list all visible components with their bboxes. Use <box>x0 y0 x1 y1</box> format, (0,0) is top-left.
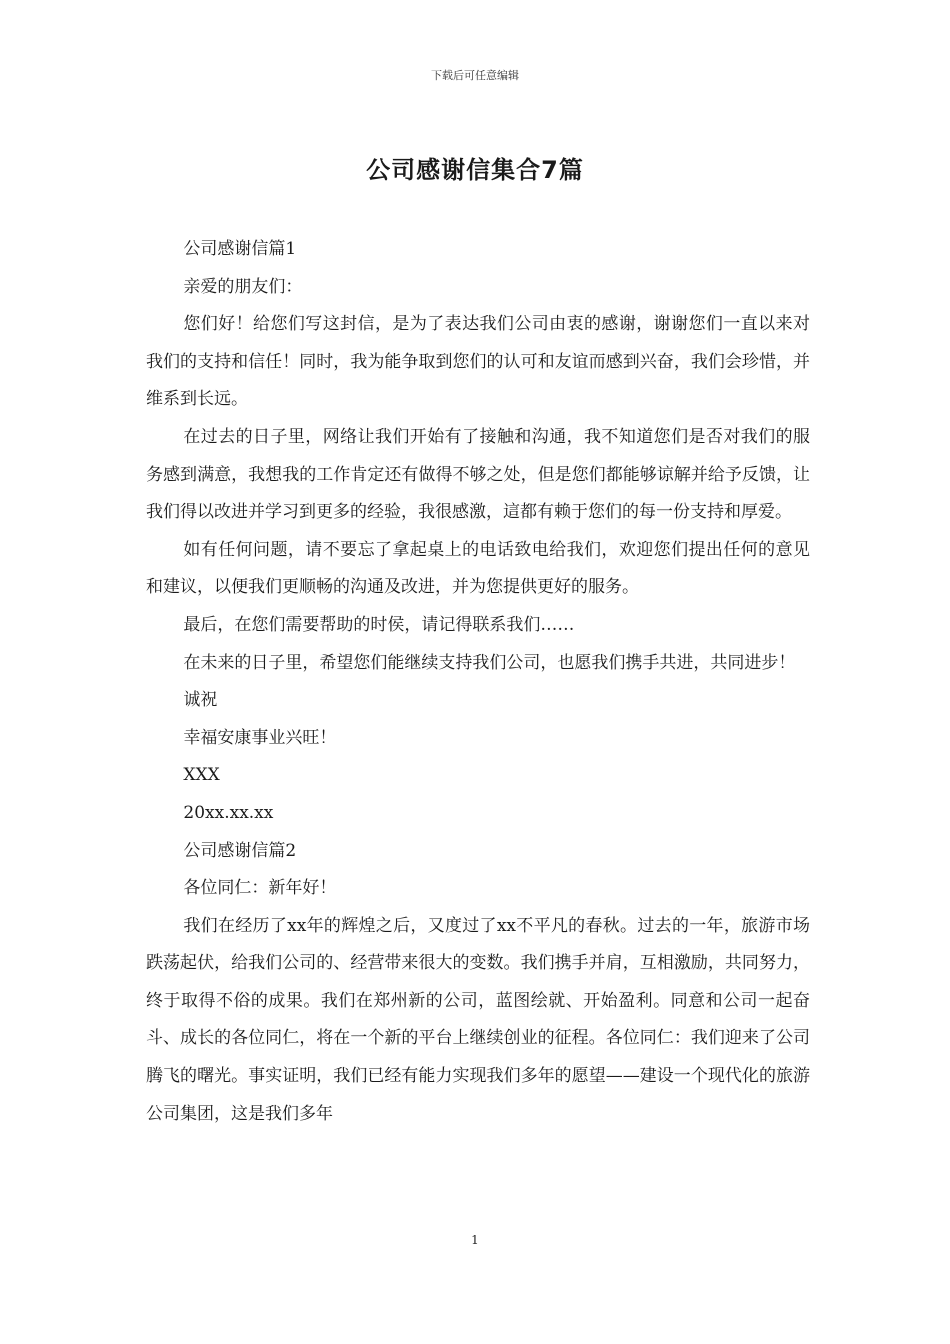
closing-wish: 幸福安康事业兴旺！ <box>183 727 337 748</box>
paragraph: 我们在经历了xx年的辉煌之后，又度过了xx不平凡的春秋。过去的一年，旅游市场跌荡起伏，给我们公司的、经营带来很大的变数。我们携手并肩，互相激励，共同努力，终于取得不俗的成果。我们在郑州新的公司，蓝图绘就、开始盈利。同意和公司一起奋斗、成长的各位同仁，将在一个新的平台上继续创业的征程。各位同仁：我们迎来了公司腾飞的曙光。事实证明，我们已经有能力实现我们多年的愿望——建设一个现代化的旅游公司集团，这是我们多年 <box>146 915 810 1124</box>
page-number: 1 <box>471 1233 479 1247</box>
paragraph: 如有任何问题，请不要忘了拿起桌上的电话致电给我们，欢迎您们提出任何的意见和建议，以便我们更顺畅的沟通及改进，并为您提供更好的服务。 <box>146 539 810 598</box>
section-heading-2: 公司感谢信篇2 <box>183 840 297 861</box>
section-heading-1: 公司感谢信篇1 <box>183 239 297 259</box>
document-title: 公司感谢信集合7篇 <box>366 156 584 184</box>
paragraph: 您们好！给您们写这封信，是为了表达我们公司由衷的感谢，谢谢您们一直以来对我们的支持和信任！同时，我为能争取到您们的认可和友谊而感到兴奋，我们会珍惜，并维系到长远。 <box>146 314 810 410</box>
salutation: 各位同仁：新年好！ <box>183 878 337 899</box>
paragraph: 最后，在您们需要帮助的时侯，请记得联系我们…… <box>183 614 575 635</box>
paragraph: 在过去的日子里，网络让我们开始有了接触和沟通，我不知道您们是否对我们的服务感到满意，我想我的工作肯定还有做得不够之处，但是您们都能够谅解并给予反馈，让我们得以改进并学习到更多的经验，我很感激，這都有赖于您们的每一份支持和厚爱。 <box>146 426 810 523</box>
document-body <box>146 231 810 1133</box>
paragraph: 在未来的日子里，希望您们能继续支持我们公司，也愿我们携手共进，共同进步！ <box>183 652 796 673</box>
signature: XXX <box>183 765 220 786</box>
closing: 诚祝 <box>183 690 218 711</box>
date: 20xx.xx.xx <box>183 802 274 823</box>
header-note: 下载后可任意编辑 <box>431 69 519 82</box>
salutation: 亲爱的朋友们： <box>183 276 303 297</box>
